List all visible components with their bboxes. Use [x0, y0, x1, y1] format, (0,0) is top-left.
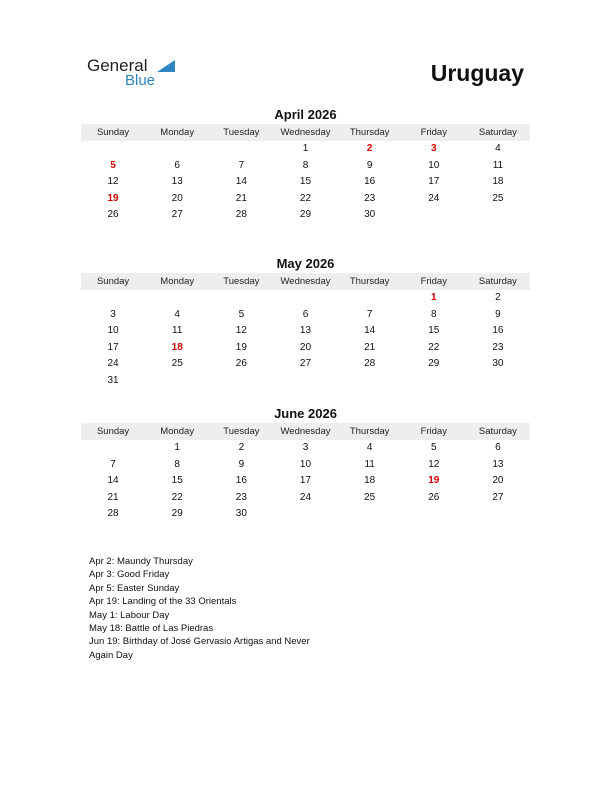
weekday-header: Saturday — [466, 124, 530, 141]
day-cell: 16 — [364, 176, 376, 187]
day-cell: 20 — [299, 341, 312, 353]
holiday-item: Apr 5: Easter Sunday — [89, 582, 180, 594]
day-cell: 11 — [172, 325, 183, 336]
day-cell: 11 — [364, 458, 375, 470]
day-cell: 30 — [235, 508, 247, 519]
day-cell: 10 — [107, 325, 119, 336]
day-cell: 28 — [235, 209, 247, 220]
holiday-day-cell: 19 — [428, 475, 440, 486]
logo — [87, 56, 187, 92]
day-cell: 2 — [238, 442, 245, 453]
day-cell: 7 — [366, 308, 373, 320]
weekday-header: Monday — [145, 124, 209, 141]
day-cell: 21 — [107, 491, 119, 503]
day-cell: 14 — [107, 475, 119, 486]
day-cell: 5 — [430, 442, 437, 453]
day-cell: 24 — [428, 192, 440, 204]
weekday-header: Friday — [402, 273, 466, 290]
holiday-item: Apr 2: Maundy Thursday — [89, 556, 193, 567]
day-cell: 27 — [492, 491, 504, 503]
holiday-item: Apr 19: Landing of the 33 Orientals — [89, 596, 237, 608]
day-cell: 9 — [495, 308, 501, 320]
empty-day-cell — [81, 440, 145, 457]
day-cell: 5 — [238, 308, 245, 320]
day-cell: 25 — [364, 491, 376, 503]
day-cell: 15 — [171, 475, 183, 486]
day-cell: 18 — [364, 475, 376, 486]
holiday-list — [89, 555, 349, 662]
day-cell: 8 — [430, 308, 437, 320]
day-cell: 15 — [428, 325, 440, 336]
day-cell: 22 — [171, 491, 183, 503]
day-cell: 30 — [492, 358, 504, 369]
day-cell: 9 — [238, 458, 245, 470]
month-may — [81, 255, 530, 389]
weekday-header: Wednesday — [273, 423, 337, 440]
weekday-header: Tuesday — [209, 124, 273, 141]
day-cell: 6 — [495, 442, 501, 453]
day-cell: 25 — [492, 192, 504, 204]
empty-day-cell — [209, 141, 273, 158]
day-cell: 22 — [299, 192, 312, 204]
day-cell: 8 — [174, 458, 180, 470]
day-cell: 12 — [235, 325, 247, 336]
day-cell: 7 — [110, 458, 116, 470]
calendar-grid — [81, 124, 530, 224]
day-cell: 28 — [107, 508, 119, 519]
day-cell: 27 — [299, 358, 312, 369]
day-cell: 3 — [302, 442, 309, 453]
day-cell: 26 — [428, 491, 440, 503]
day-cell: 22 — [428, 341, 440, 353]
empty-day-cell — [81, 290, 145, 307]
month-june — [81, 405, 530, 523]
empty-day-cell — [81, 141, 145, 158]
day-cell: 4 — [366, 442, 373, 453]
logo-general-text: General — [87, 56, 148, 75]
empty-day-cell — [209, 290, 273, 307]
day-cell: 12 — [107, 176, 119, 187]
day-cell: 2 — [495, 292, 501, 303]
month-april — [81, 106, 530, 224]
day-cell: 4 — [174, 308, 180, 320]
day-cell: 17 — [299, 475, 312, 486]
day-cell: 14 — [364, 325, 376, 336]
day-cell: 7 — [238, 159, 245, 171]
day-cell: 26 — [107, 209, 119, 220]
day-cell: 27 — [171, 209, 183, 220]
day-cell: 16 — [492, 325, 504, 336]
day-cell: 19 — [235, 341, 247, 353]
day-cell: 10 — [428, 159, 440, 171]
weekday-header: Sunday — [81, 423, 145, 440]
holiday-day-cell: 5 — [110, 159, 116, 171]
holiday-item: Apr 3: Good Friday — [89, 569, 170, 581]
weekday-header: Wednesday — [273, 273, 337, 290]
holiday-item: May 18: Battle of Las Piedras — [89, 623, 214, 635]
empty-day-cell — [273, 290, 337, 307]
weekday-header: Monday — [145, 423, 209, 440]
holiday-day-cell: 18 — [171, 341, 183, 353]
holiday-day-cell: 3 — [430, 143, 437, 154]
weekday-header: Wednesday — [273, 124, 337, 141]
country-title: Uruguay — [430, 60, 524, 86]
holiday-item: Jun 19: Birthday of José Gervasio Artigas and Never — [89, 636, 310, 648]
weekday-header: Friday — [402, 423, 466, 440]
day-cell: 20 — [171, 192, 183, 204]
weekday-header: Friday — [402, 124, 466, 141]
day-cell: 25 — [171, 358, 183, 369]
day-cell: 12 — [428, 458, 440, 470]
day-cell: 6 — [174, 159, 180, 171]
calendar-grid — [81, 273, 530, 389]
day-cell: 8 — [302, 159, 309, 171]
day-cell: 16 — [235, 475, 247, 486]
weekday-header: Sunday — [81, 124, 145, 141]
day-cell: 30 — [364, 209, 376, 220]
day-cell: 1 — [174, 442, 180, 453]
day-cell: 18 — [492, 176, 504, 187]
day-cell: 3 — [110, 308, 116, 320]
day-cell: 28 — [364, 358, 376, 369]
weekday-header: Monday — [145, 273, 209, 290]
day-cell: 6 — [302, 308, 309, 320]
weekday-header: Thursday — [338, 124, 402, 141]
day-cell: 29 — [171, 508, 183, 519]
day-cell: 26 — [235, 358, 247, 369]
day-cell: 24 — [107, 358, 119, 369]
day-cell: 9 — [366, 159, 373, 171]
day-cell: 1 — [302, 143, 309, 154]
day-cell: 21 — [235, 192, 247, 204]
day-cell: 21 — [364, 341, 376, 353]
month-title: April 2026 — [274, 107, 337, 122]
logo-triangle-icon — [157, 60, 175, 72]
weekday-header: Saturday — [466, 423, 530, 440]
weekday-header: Thursday — [338, 273, 402, 290]
day-cell: 11 — [492, 159, 504, 171]
weekday-header: Tuesday — [209, 273, 273, 290]
day-cell: 24 — [299, 491, 312, 503]
weekday-header: Tuesday — [209, 423, 273, 440]
empty-day-cell — [338, 290, 402, 307]
holiday-item: May 1: Labour Day — [89, 609, 170, 621]
day-cell: 10 — [299, 458, 312, 470]
month-title: May 2026 — [276, 256, 335, 271]
month-title: June 2026 — [274, 406, 337, 421]
day-cell: 13 — [171, 176, 183, 187]
weekday-header: Sunday — [81, 273, 145, 290]
calendar-grid — [81, 423, 530, 523]
day-cell: 23 — [235, 491, 247, 503]
day-cell: 29 — [299, 209, 312, 220]
logo-blue-text: Blue — [125, 72, 156, 89]
holiday-day-cell: 19 — [107, 192, 119, 204]
empty-day-cell — [145, 141, 209, 158]
day-cell: 23 — [492, 341, 504, 353]
empty-day-cell — [145, 290, 209, 307]
holiday-day-cell: 1 — [430, 292, 437, 303]
day-cell: 29 — [428, 358, 440, 369]
weekday-header: Thursday — [338, 423, 402, 440]
day-cell: 23 — [364, 192, 376, 204]
day-cell: 15 — [299, 176, 312, 187]
weekday-header: Saturday — [466, 273, 530, 290]
day-cell: 17 — [428, 176, 440, 187]
day-cell: 13 — [299, 325, 312, 336]
day-cell: 17 — [107, 341, 119, 353]
day-cell: 31 — [107, 374, 119, 386]
day-cell: 14 — [235, 176, 247, 187]
holiday-item: Again Day — [89, 649, 133, 661]
holiday-day-cell: 2 — [366, 143, 373, 154]
day-cell: 20 — [492, 475, 504, 486]
day-cell: 13 — [492, 458, 504, 470]
day-cell: 4 — [495, 143, 501, 154]
